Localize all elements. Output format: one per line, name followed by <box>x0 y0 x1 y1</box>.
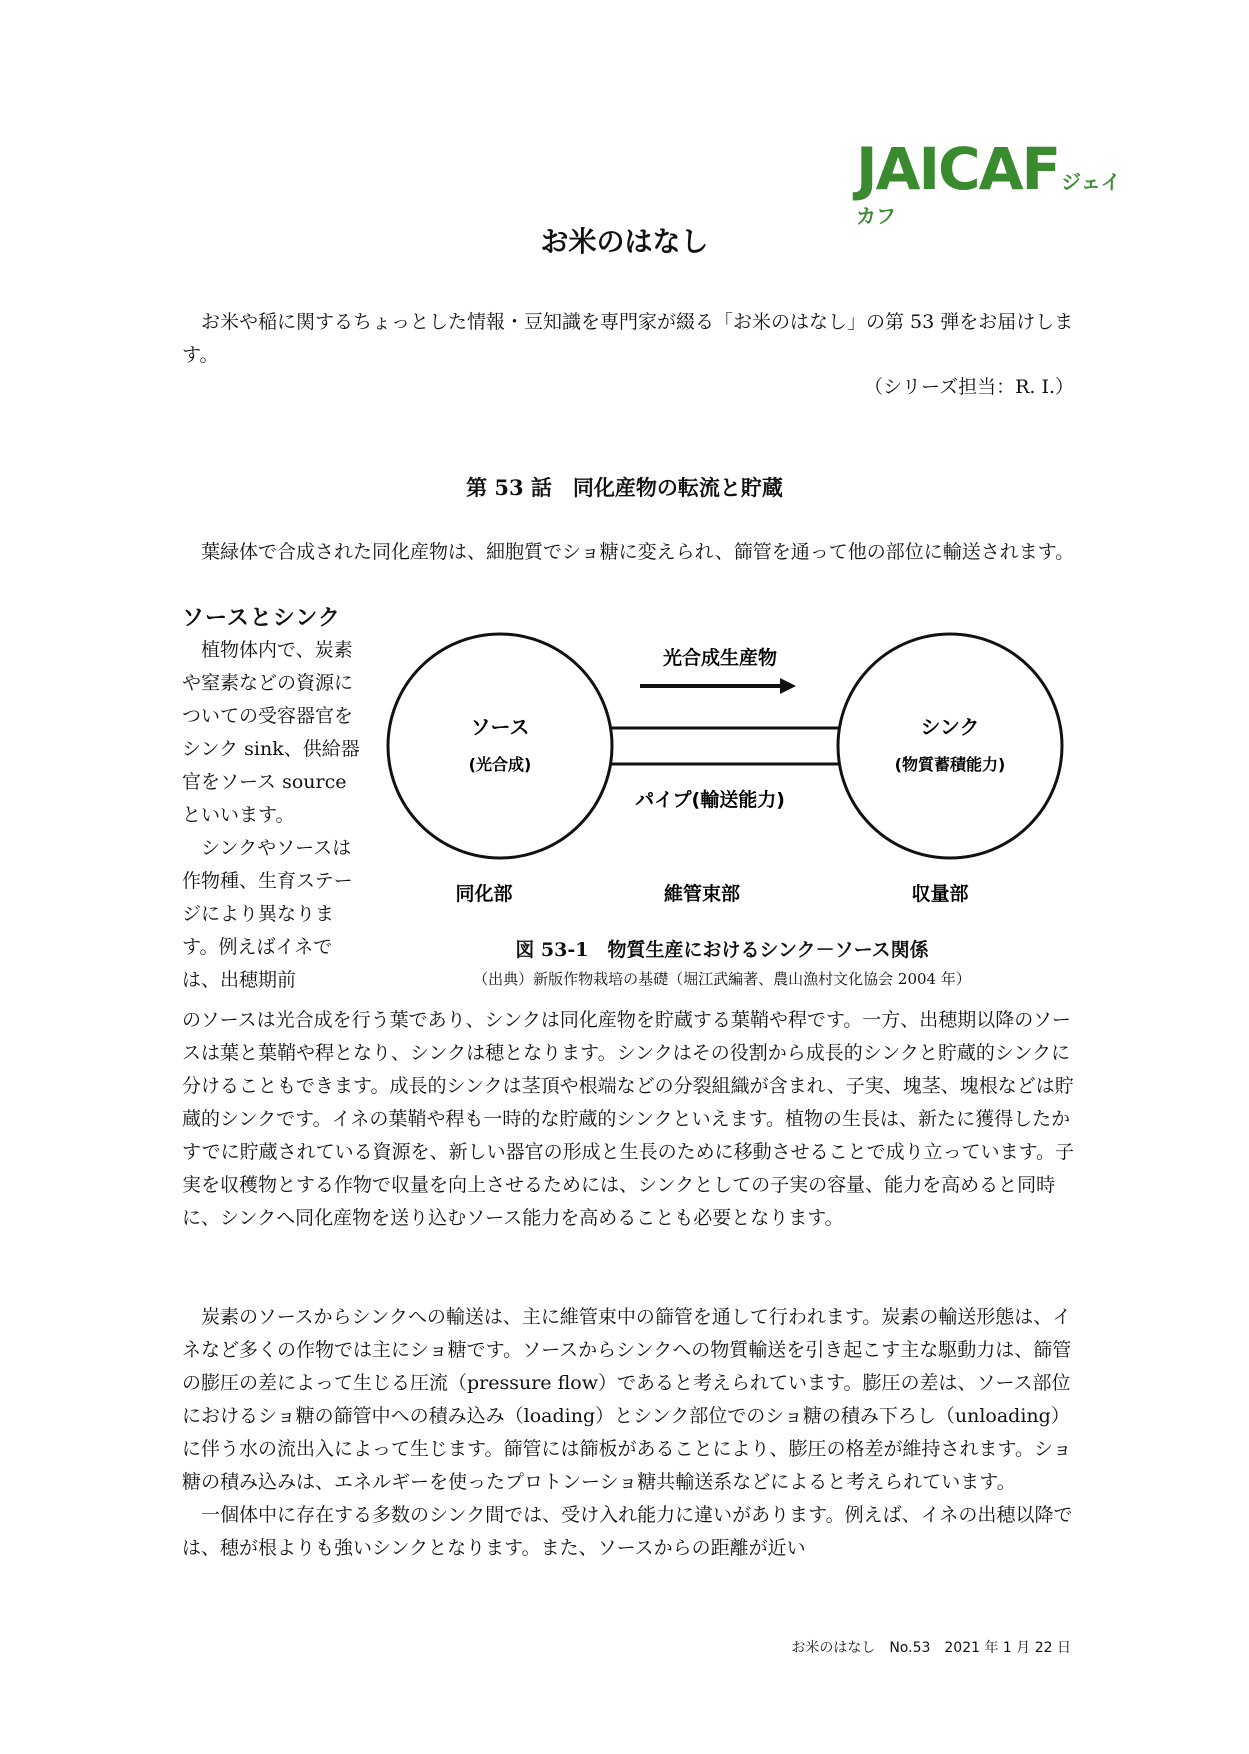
logo-main-text: JAICAF <box>856 135 1060 203</box>
sink-circle <box>838 634 1062 858</box>
arrow-label: 光合成生産物 <box>662 647 778 669</box>
source-sublabel: (光合成) <box>468 755 532 774</box>
logo-sub-text: ジェイカフ <box>856 170 1121 228</box>
page-footer: お米のはなし No.53 2021 年 1 月 22 日 <box>791 1640 1071 1656</box>
arrow-head-icon <box>780 678 796 694</box>
intro-paragraph: お米や稲に関するちょっとした情報・豆知識を専門家が綴る「お米のはなし」の第 53 弾をお届けします。 <box>182 311 1074 366</box>
paragraph-continued: のソースは光合成を行う葉であり、シンクは同化産物を貯蔵する葉鞘や稈です。一方、出穂期以降のソースは葉と葉鞘や稈となり、シンクは穂となります。シンクはその役割から成長的シンクと貯蔵的シンクに分けることもできます。成長的シンクは茎頂や根端などの分裂組織が含まれ、子実、塊茎、塊根などは貯蔵的シンクです。イネの葉鞘や稈も一時的な貯蔵的シンクといえます。植物の生長は、新たに獲得したかすでに貯蔵されている資源を、新しい器官の形成と生長のために移動させることで成り立っています。子実を収穫物とする作物で収量を向上させるためには、シンクとしての子実の容量、能力を高めると同時に、シンクへ同化産物を送り込むソース能力を高めることも必要となります。 <box>182 1009 1075 1229</box>
episode-title: 第 53 話 同化産物の転流と貯蔵 <box>466 475 783 500</box>
source-sink-diagram <box>372 628 1072 918</box>
page-title: お米のはなし <box>540 225 709 258</box>
source-label: ソース <box>470 715 530 739</box>
source-circle <box>388 634 612 858</box>
sink-sublabel: (物質蓄積能力) <box>894 755 1006 774</box>
bottom-label-right: 収量部 <box>911 883 969 905</box>
paragraph-3: 一個体中に存在する多数のシンク間では、受け入れ能力に違いがあります。例えば、イネの出穂以降では、穂が根よりも強いシンクとなります。また、ソースからの距離が近い <box>182 1504 1073 1559</box>
sink-label: シンク <box>920 715 980 739</box>
pipe-label: パイプ(輸送能力) <box>635 789 785 811</box>
series-credit: （シリーズ担当：R. I.） <box>864 376 1074 398</box>
paragraph-1: 葉緑体で合成された同化産物は、細胞質でショ糖に変えられ、篩管を通って他の部位に輸送されます。 <box>201 541 1075 563</box>
paragraph-2: 炭素のソースからシンクへの輸送は、主に維管束中の篩管を通して行われます。炭素の輸送形態は、イネなど多くの作物では主にショ糖です。ソースからシンクへの物質輸送を引き起こす主な駆動力は、篩管の膨圧の差によって生じる圧流（pressure flow）であると考えられています。膨圧の差は、ソース部位におけるショ糖の篩管中への積み込み（loading）とシンク部位でのショ糖の積み下ろし（unloading）に伴う水の流出入によって生じます。篩管には篩板があることにより、膨圧の格差が維持されます。ショ糖の積み込みは、エネルギーを使ったプロトンーショ糖共輸送系などによると考えられています。 <box>182 1306 1072 1493</box>
bottom-label-left: 同化部 <box>455 883 513 905</box>
figure-caption: 図 53-1 物質生産におけるシンク－ソース関係 <box>515 939 929 961</box>
side-column <box>182 634 360 997</box>
side-paragraph-1: 植物体内で、炭素や窒素などの資源についての受容器官をシンク sink、供給器官をソース source といいます。 <box>182 639 360 826</box>
bottom-label-middle: 維管束部 <box>663 883 741 905</box>
section-heading: ソースとシンク <box>182 605 341 631</box>
side-paragraph-2: シンクやソースは作物種、生育ステージにより異なります。例えばイネでは、出穂期前 <box>182 837 353 991</box>
figure-source: （出典）新版作物栽培の基礎（堀江武編著、農山漁村文化協会 2004 年） <box>473 970 971 988</box>
jaicaf-logo <box>856 135 1126 228</box>
